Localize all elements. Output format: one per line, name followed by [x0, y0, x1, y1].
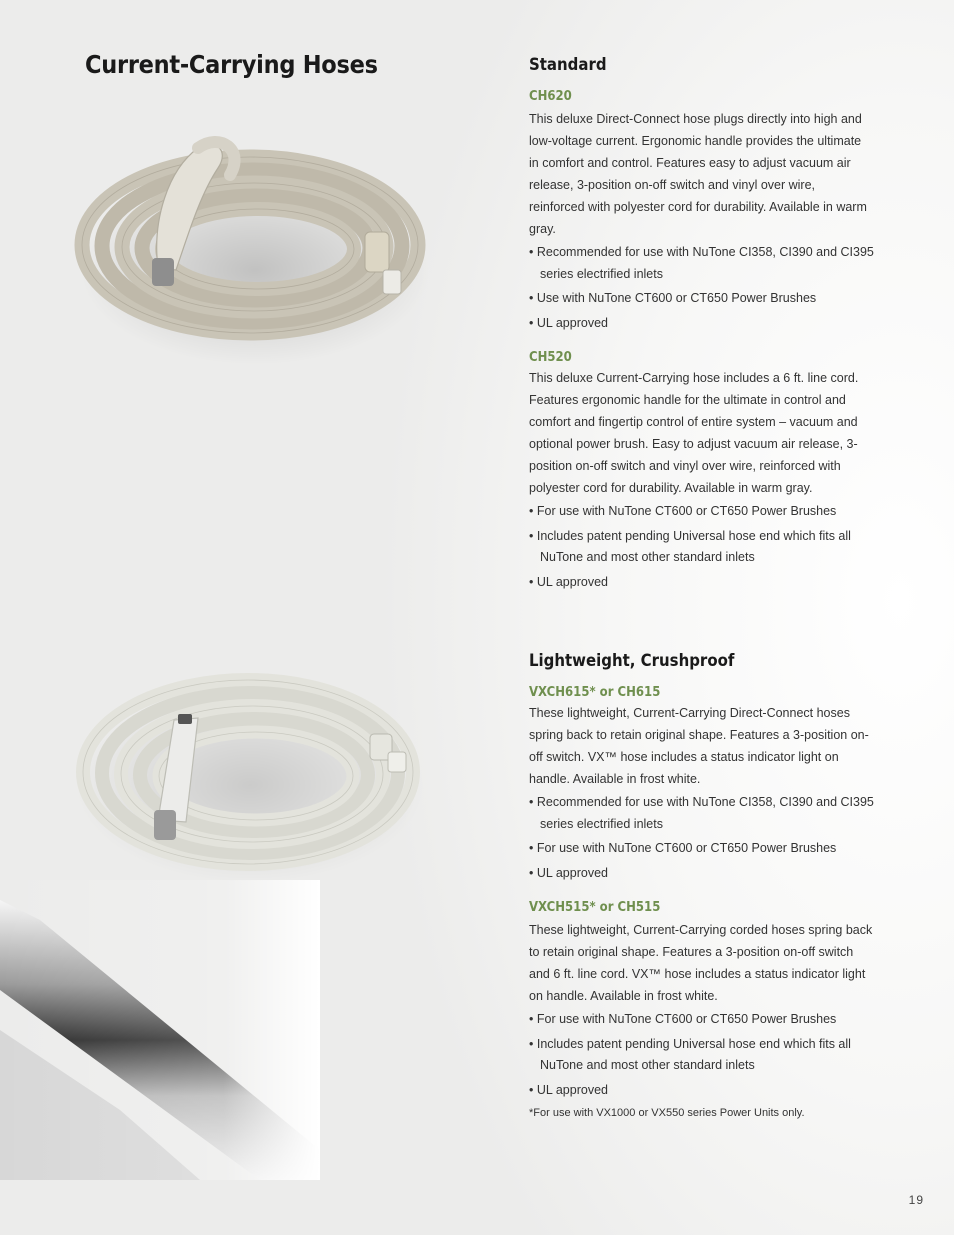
model-heading-vxch615: VXCH615* or CH615 — [529, 685, 661, 700]
list-item: • For use with NuTone CT600 or CT650 Power Brushes — [529, 501, 874, 523]
list-item: • UL approved — [529, 572, 874, 594]
product-vxch515 — [529, 900, 874, 1119]
bullet-list-vxch515 — [529, 1009, 874, 1101]
model-heading-ch620: CH620 — [529, 89, 572, 104]
list-item: • UL approved — [529, 313, 874, 335]
description-vxch615: These lightweight, Current-Carrying Direct-Connect hoses spring back to retain original shape. Features a 3-position on-off switch. VX™ hose includes a status indicator light on handle. Available in frost white. — [529, 706, 869, 786]
lightweight-section — [529, 651, 874, 1119]
list-item: • UL approved — [529, 863, 874, 885]
list-item: • Includes patent pending Universal hose end which fits all NuTone and most other standard inlets — [529, 1034, 874, 1077]
bullet-list-ch520 — [529, 501, 874, 593]
section-heading-standard: Standard — [529, 55, 607, 75]
description-ch520: This deluxe Current-Carrying hose includes a 6 ft. line cord. Features ergonomic handle for the ultimate in control and comfort and fingertip control of entire system – vacuum and optional power brush. Easy to adjust vacuum air release, 3-position on-off switch and vinyl over wire, reinforced with polyester cord for durability. Available in warm gray. — [529, 371, 859, 495]
section-heading-lightweight: Lightweight, Crushproof — [529, 651, 735, 671]
warm-gray-hose-image — [70, 120, 430, 370]
list-item: • Use with NuTone CT600 or CT650 Power Brushes — [529, 288, 874, 310]
description-vxch515: These lightweight, Current-Carrying corded hoses spring back to retain original shape. Features a 3-position on-off switch and 6 ft. line cord. VX™ hose includes a status indicator light on handle. Available in frost white. — [529, 923, 873, 1003]
list-item: • For use with NuTone CT600 or CT650 Power Brushes — [529, 838, 874, 860]
model-heading-vxch515: VXCH515* or CH515 — [529, 900, 661, 915]
description-ch620: This deluxe Direct-Connect hose plugs directly into high and low-voltage current. Ergonomic handle provides the ultimate in comfort and control. Features easy to adjust vacuum air release, 3-position on-off switch and vinyl over wire, reinforced with polyester cord for durability. Available in warm gray. — [529, 112, 867, 236]
list-item: • Recommended for use with NuTone CI358, CI390 and CI395 series electrified inlets — [529, 242, 874, 285]
list-item: • UL approved — [529, 1080, 874, 1102]
list-item: • Includes patent pending Universal hose end which fits all NuTone and most other standard inlets — [529, 526, 874, 569]
list-item: • Recommended for use with NuTone CI358, CI390 and CI395 series electrified inlets — [529, 792, 874, 835]
model-heading-ch520: CH520 — [529, 350, 572, 365]
product-vxch615 — [529, 685, 874, 884]
page-number: 19 — [908, 1193, 924, 1207]
product-ch520 — [529, 350, 874, 593]
bullet-list-vxch615 — [529, 792, 874, 884]
footnote: *For use with VX1000 or VX550 series Power Units only. — [529, 1107, 805, 1119]
frost-white-hose-image — [70, 660, 430, 890]
chrome-wand-image — [0, 880, 320, 1180]
list-item: • For use with NuTone CT600 or CT650 Power Brushes — [529, 1009, 874, 1031]
bullet-list-ch620 — [529, 242, 874, 334]
standard-section — [529, 55, 874, 596]
page-title: Current-Carrying Hoses — [85, 50, 378, 79]
product-ch620 — [529, 89, 874, 334]
